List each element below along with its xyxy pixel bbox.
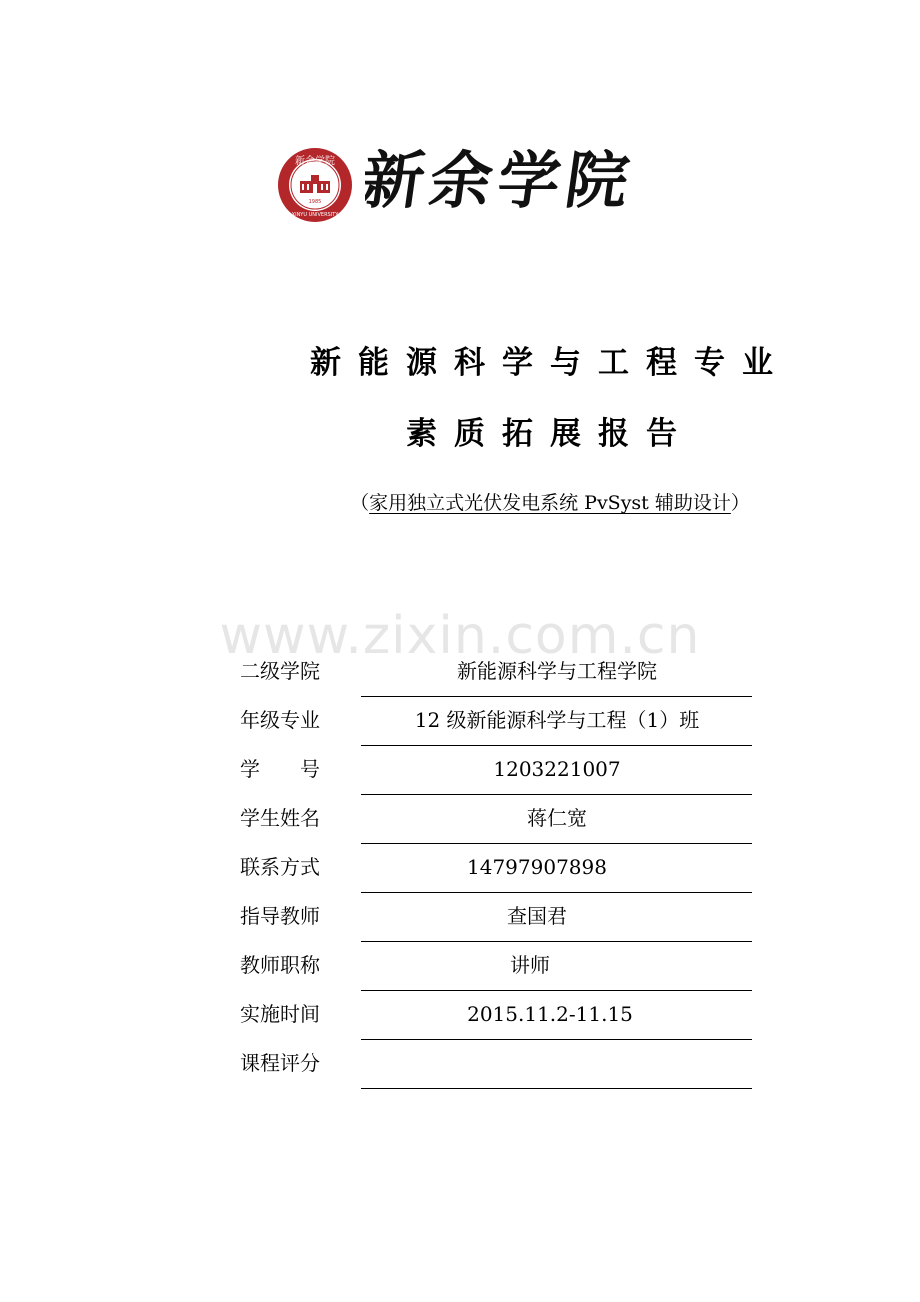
university-seal-logo bbox=[277, 147, 353, 223]
label-grade-major: 年级专业 bbox=[240, 708, 320, 732]
value-grade-major: 12 级新能源科学与工程（1）班 bbox=[414, 708, 700, 732]
report-subtitle bbox=[0, 488, 920, 515]
value-advisor: 查国君 bbox=[507, 904, 567, 928]
subtitle-project-name: 家用独立式光伏发电系统 PvSyst 辅助设计 bbox=[369, 492, 731, 514]
form-row-period bbox=[240, 991, 752, 1040]
label-college: 二级学院 bbox=[240, 659, 320, 683]
report-title-line1: 新能源科学与工程专业 bbox=[310, 345, 790, 381]
svg-text:1985: 1985 bbox=[308, 199, 322, 205]
form-row-college bbox=[240, 648, 752, 697]
value-contact: 14797907898 bbox=[467, 855, 607, 879]
svg-text:XINYU UNIVERSITY: XINYU UNIVERSITY bbox=[291, 212, 339, 218]
watermark-text: www.zixin.com.cn bbox=[219, 606, 701, 666]
form-row-advisor-title bbox=[240, 942, 752, 991]
form-row-contact bbox=[240, 844, 752, 893]
label-advisor-title: 教师职称 bbox=[240, 953, 320, 977]
university-wordmark bbox=[365, 146, 680, 216]
form-row-student-name bbox=[240, 795, 752, 844]
value-college: 新能源科学与工程学院 bbox=[457, 659, 657, 683]
form-row-score bbox=[240, 1040, 752, 1089]
form-row-advisor bbox=[240, 893, 752, 942]
report-title-line2: 素质拓展报告 bbox=[406, 416, 694, 452]
value-advisor-title: 讲师 bbox=[510, 953, 550, 977]
label-student-name: 学生姓名 bbox=[240, 806, 320, 830]
subtitle-open-paren: （ bbox=[350, 492, 370, 514]
svg-text:新余学院: 新余学院 bbox=[365, 146, 640, 216]
value-student-id: 1203221007 bbox=[493, 757, 621, 781]
form-row-grade-major bbox=[240, 697, 752, 746]
svg-text:新余学院: 新余学院 bbox=[295, 156, 335, 167]
underline bbox=[361, 1088, 752, 1089]
form-row-student-id bbox=[240, 746, 752, 795]
label-score: 课程评分 bbox=[240, 1051, 320, 1075]
subtitle-close-paren: ） bbox=[730, 492, 750, 514]
label-period: 实施时间 bbox=[240, 1002, 320, 1026]
label-advisor: 指导教师 bbox=[240, 904, 320, 928]
label-student-id: 学 号 bbox=[240, 757, 320, 781]
value-period: 2015.11.2-11.15 bbox=[467, 1002, 633, 1026]
value-student-name: 蒋仁宽 bbox=[527, 806, 587, 830]
label-contact: 联系方式 bbox=[240, 855, 320, 879]
